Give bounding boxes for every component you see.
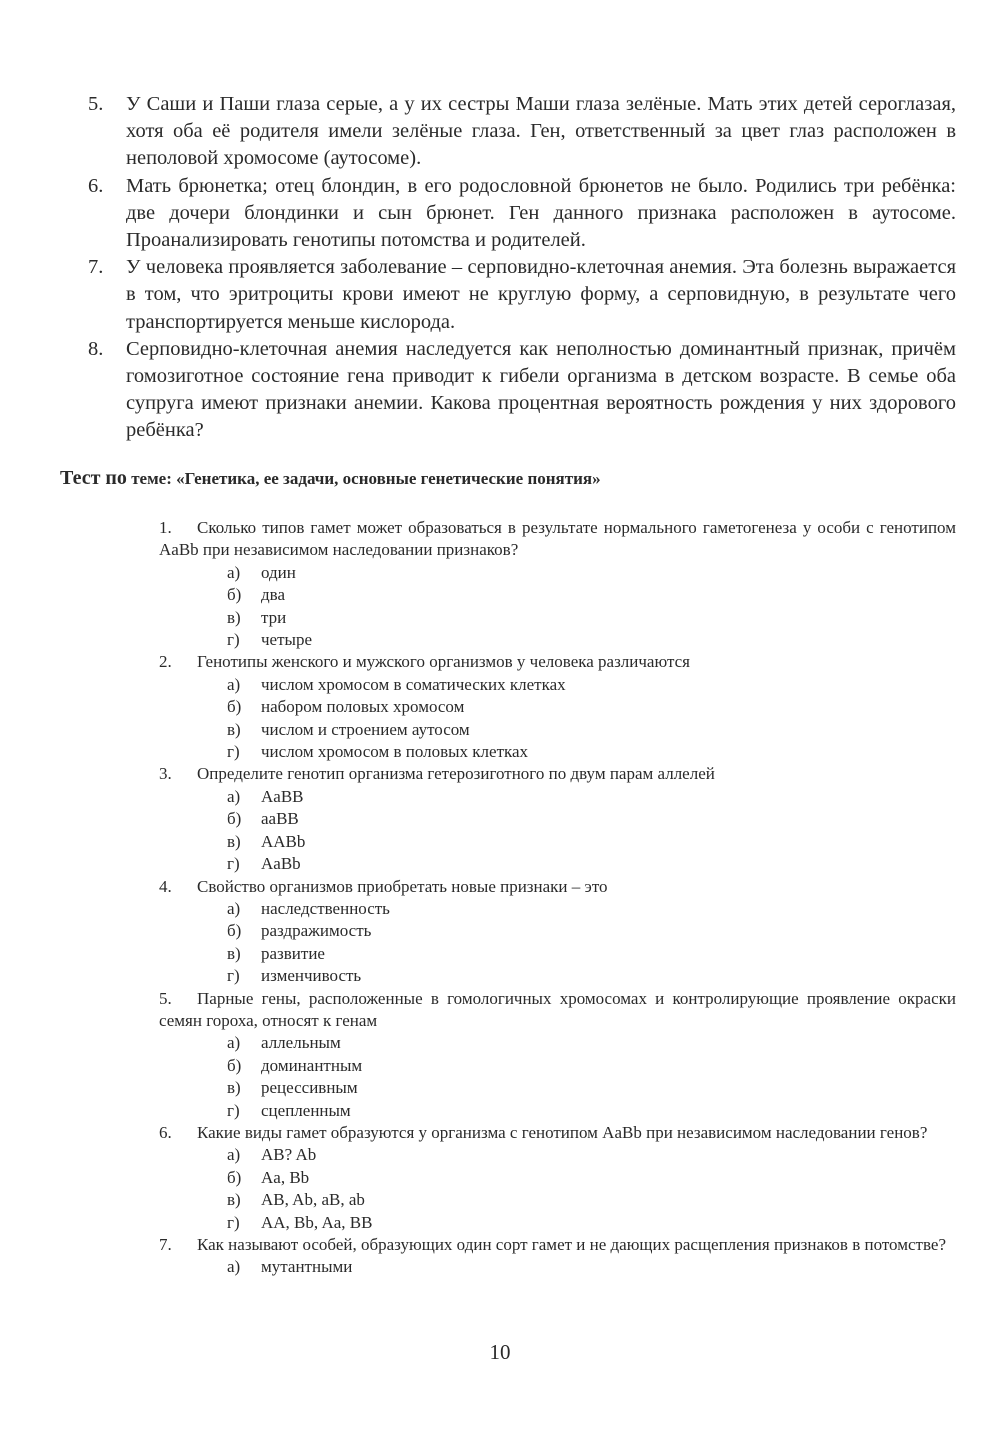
problem-list (88, 91, 956, 445)
option-letter: а) (227, 674, 241, 694)
option-text: числом хромосом в соматических клетках (261, 674, 566, 694)
problem-text: Мать брюнетка; отец блондин, в его родословной брюнетов не было. Родились три ребёнка: две дочери блондинки и сын брюнет. Ген данного признака расположен в аутосоме. Проанализировать генотипы потомства и родителей. (126, 174, 956, 252)
answer-option (159, 853, 956, 875)
option-letter: а) (227, 1033, 241, 1053)
option-text: рецессивным (261, 1078, 358, 1098)
test-question (159, 1234, 956, 1279)
option-text: три (261, 607, 287, 627)
page-number: 10 (489, 1340, 511, 1364)
question-text: Генотипы женского и мужского организмов у человека различаются (197, 652, 690, 672)
answer-option (159, 674, 956, 696)
test-question-list (159, 517, 956, 1279)
answer-options (159, 1144, 956, 1234)
option-text: мутантными (261, 1257, 353, 1277)
option-letter: а) (227, 562, 241, 582)
option-letter: в) (227, 831, 241, 851)
answer-options (159, 1032, 956, 1122)
answer-options (159, 786, 956, 876)
option-letter: г) (227, 1100, 240, 1120)
option-letter: г) (227, 1212, 240, 1232)
test-heading-topic: теме: «Генетика, ее задачи, основные генетические понятия» (126, 469, 601, 488)
option-text: набором половых хромосом (261, 697, 465, 717)
problem-item (88, 254, 956, 336)
answer-option (159, 1055, 956, 1077)
problem-item (88, 91, 956, 173)
answer-option (159, 965, 956, 987)
answer-option (159, 562, 956, 584)
answer-option (159, 898, 956, 920)
test-heading (60, 467, 601, 490)
test-heading-lead: Тест по (60, 467, 127, 489)
question-text: Сколько типов гамет может образоваться в результате нормального гаметогенеза у особи с генотипом AaBb при независимом наследовании признаков? (159, 518, 956, 560)
option-letter: в) (227, 1190, 241, 1210)
option-text: доминантным (261, 1055, 363, 1075)
option-letter: г) (227, 742, 240, 762)
problem-item (88, 336, 956, 445)
problem-number: 6. (88, 174, 104, 197)
test-question (159, 763, 956, 875)
question-number: 2. (159, 652, 172, 672)
option-letter: а) (227, 1257, 241, 1277)
option-letter: б) (227, 1055, 242, 1075)
question-number: 6. (159, 1122, 172, 1142)
answer-option (159, 1144, 956, 1166)
option-text: числом хромосом в половых клетках (261, 742, 529, 762)
answer-option (159, 741, 956, 763)
question-text: Определите генотип организма гетерозиготного по двум парам аллелей (197, 764, 715, 784)
problem-item (88, 173, 956, 255)
test-question (159, 876, 956, 988)
answer-option (159, 1100, 956, 1122)
option-text: один (261, 562, 296, 582)
answer-option (159, 1077, 956, 1099)
option-text: четыре (261, 630, 312, 650)
answer-option (159, 629, 956, 651)
question-number: 7. (159, 1235, 172, 1254)
problem-number: 5. (88, 93, 104, 115)
option-letter: г) (227, 630, 240, 650)
option-text: раздражимость (261, 921, 372, 941)
answer-option (159, 719, 956, 741)
answer-option (159, 1167, 956, 1189)
option-letter: в) (227, 1078, 241, 1098)
question-text: Какие виды гамет образуются у организма с генотипом AaBb при независимом наследовании генов? (197, 1122, 928, 1142)
option-letter: в) (227, 943, 241, 963)
option-letter: б) (227, 585, 242, 605)
answer-option (159, 1032, 956, 1054)
problem-number: 8. (88, 337, 104, 360)
option-text: AB? Ab (261, 1145, 317, 1165)
answer-options (159, 674, 956, 764)
question-text: Свойство организмов приобретать новые признаки – это (197, 876, 608, 896)
option-text: изменчивость (261, 966, 362, 986)
test-question (159, 1122, 956, 1234)
question-text: Как называют особей, образующих один сорт гамет и не дающих расщепления признаков в потомстве? (197, 1235, 946, 1254)
test-question (159, 651, 956, 763)
question-number: 3. (159, 764, 172, 784)
answer-options (159, 1256, 956, 1278)
test-question (159, 517, 956, 651)
option-text: числом и строением аутосом (261, 719, 470, 739)
option-text: аллельным (261, 1033, 341, 1053)
question-number: 1. (159, 518, 172, 537)
option-letter: г) (227, 966, 240, 986)
answer-option (159, 920, 956, 942)
option-letter: б) (227, 809, 242, 829)
option-text: AB, Ab, aB, ab (261, 1190, 365, 1210)
question-number: 4. (159, 876, 172, 896)
option-text: Aa, Bb (261, 1167, 310, 1187)
answer-option (159, 1212, 956, 1234)
option-text: AaBB (261, 786, 304, 806)
option-text: AaBb (261, 854, 301, 874)
answer-option (159, 943, 956, 965)
answer-options (159, 898, 956, 988)
question-number: 5. (159, 988, 172, 1008)
option-text: AA, Bb, Aa, BB (261, 1212, 373, 1232)
option-text: два (261, 585, 285, 605)
test-question (159, 988, 956, 1122)
answer-option (159, 1256, 956, 1278)
option-text: развитие (261, 943, 325, 963)
problem-text: Серповидно-клеточная анемия наследуется как неполностью доминантный признак, причём гомозиготное состояние гена приводит к гибели организма в детском возрасте. В семье оба супруга имеют признаки анемии. Какова процентная вероятность рождения у них здорового ребёнка? (126, 337, 956, 442)
option-text: сцепленным (261, 1100, 351, 1120)
option-text: наследственность (261, 898, 390, 918)
option-letter: б) (227, 1167, 242, 1187)
option-letter: в) (227, 719, 241, 739)
option-letter: а) (227, 1145, 241, 1165)
option-letter: в) (227, 607, 241, 627)
option-letter: г) (227, 854, 240, 874)
answer-option (159, 607, 956, 629)
problem-text: У Саши и Паши глаза серые, а у их сестры Маши глаза зелёные. Мать этих детей сероглазая, хотя оба её родителя имели зелёные глаза. Ген, ответственный за цвет глаз расположен в неполовой хромосоме (аутосоме). (126, 93, 956, 170)
question-text: Парные гены, расположенные в гомологичных хромосомах и контролирующие проявление окраски семян гороха, относят к генам (159, 988, 956, 1030)
answer-option (159, 584, 956, 606)
option-letter: б) (227, 921, 242, 941)
option-letter: а) (227, 898, 241, 918)
answer-option (159, 696, 956, 718)
answer-option (159, 808, 956, 830)
option-letter: а) (227, 786, 241, 806)
option-letter: б) (227, 697, 242, 717)
problem-text: У человека проявляется заболевание – серповидно-клеточная анемия. Эта болезнь выражается в том, что эритроциты крови имеют не круглую форму, а серповидную, в результате чего транспортируется меньше кислорода. (126, 256, 956, 333)
problem-number: 7. (88, 256, 104, 279)
answer-option (159, 831, 956, 853)
answer-option (159, 786, 956, 808)
option-text: AABb (261, 831, 306, 851)
option-text: aaBB (261, 809, 299, 829)
answer-options (159, 562, 956, 652)
answer-option (159, 1189, 956, 1211)
